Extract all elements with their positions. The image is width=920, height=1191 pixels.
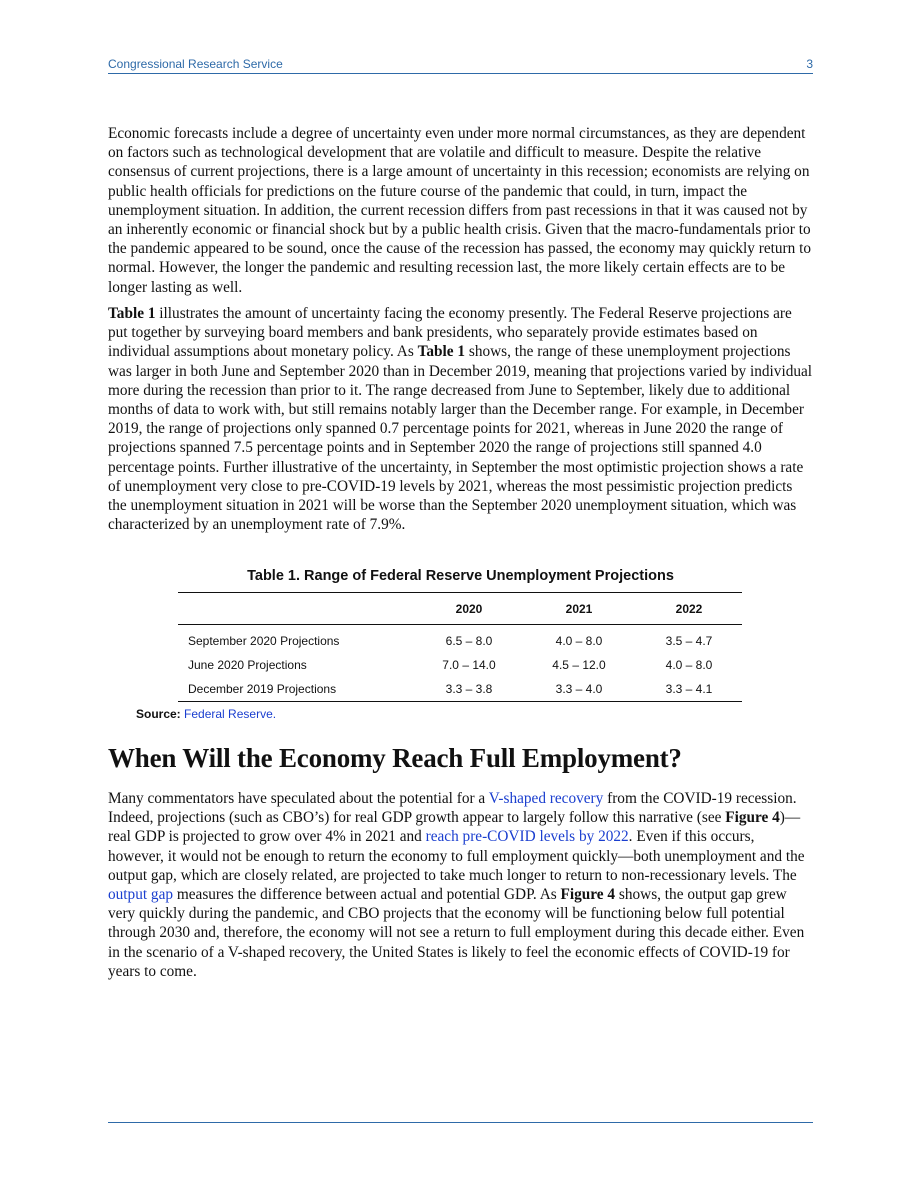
column-header: 2020 — [455, 602, 483, 616]
table-1-reference[interactable]: Table 1 — [108, 305, 156, 322]
page-number: 3 — [806, 57, 813, 71]
table-source — [136, 707, 276, 721]
projections-table — [178, 592, 742, 702]
section-heading: When Will the Economy Reach Full Employment? — [108, 743, 682, 773]
row-label: September 2020 Projections — [188, 634, 340, 648]
paragraph-table-intro — [108, 304, 814, 534]
table-cell: 7.0 – 14.0 — [442, 658, 496, 672]
paragraph-text: measures the difference between actual and potential GDP. As — [173, 886, 561, 904]
figure-4-reference[interactable]: Figure 4 — [560, 886, 616, 904]
pre-covid-levels-link[interactable]: reach pre-COVID levels by 2022 — [425, 828, 629, 846]
column-header: 2021 — [565, 602, 593, 616]
footer-rule — [108, 1122, 813, 1123]
table-row — [178, 629, 742, 653]
source-label: Source: — [136, 707, 181, 721]
table-title: Table 1. Range of Federal Reserve Unemployment Projections — [247, 568, 674, 584]
table-1-reference[interactable]: Table 1 — [417, 343, 466, 361]
paragraph-text: illustrates the amount of uncertainty facing the economy presently. The Federal Reserve projections are put together by surveying board members and bank presidents, who separately provide estimates based on individual assumptions about monetary policy. As — [108, 305, 792, 361]
paragraph-text: )—real GDP is projected to grow over 4% in 2021 and — [108, 809, 801, 846]
v-shaped-recovery-link[interactable]: V-shaped recovery — [488, 790, 604, 807]
header-publisher: Congressional Research Service — [108, 57, 283, 71]
output-gap-link[interactable]: output gap — [108, 886, 174, 904]
paragraph-full-employment — [108, 789, 814, 981]
paragraph-text: shows, the range of these unemployment projections was larger in both June and September 2020 than in December 2019, meaning that projections varied by individual more during the recession than prior to it. The range decreased from June to September, likely due to additional months of data to work with, but still remains notably larger than the December range. For example, in December 2019, the range of projections only spanned 0.7 percentage points for 2021, whereas in June 2020 the range of projections spanned 7.5 percentage points and in September 2020 the range of projections still spanned 4.0 percentage points. Further illustrative of the uncertainty, in September the most optimistic projection shows a rate of unemployment very close to pre-COVID-19 levels by 2021, whereas the most pessimistic projection predicts the unemployment situation in 2021 will be worse than the September 2020 unemployment situation, which was characterized by an unemployment rate of 7.9%. — [108, 343, 813, 534]
table-cell: 3.5 – 4.7 — [665, 634, 713, 648]
table-cell: 3.3 – 3.8 — [445, 682, 493, 696]
paragraph-text: Many commentators have speculated about the potential for a — [108, 790, 489, 807]
paragraph-text: . Even if this occurs, however, it would not be enough to return the economy to full employment quickly—both unemployment and the output gap, which are closely related, are projected to take much longer to return to non-recessionary levels. The — [108, 828, 805, 884]
table-header-rule — [178, 624, 742, 625]
table-bottom-rule — [178, 701, 742, 702]
table-cell: 4.0 – 8.0 — [665, 658, 713, 672]
row-label: December 2019 Projections — [188, 682, 337, 696]
paragraph-text: shows, the output gap grew very quickly during the pandemic, and CBO projects that the economy will be functioning below full potential through 2030 and, therefore, the economy will not see a return to full employment during this decade either. Even in the scenario of a V-shaped recovery, the United States is likely to feel the economic effects of COVID-19 for years to come. — [108, 886, 805, 980]
table-header-row — [178, 593, 742, 624]
page-header — [108, 57, 813, 74]
table-cell: 4.5 – 12.0 — [552, 658, 606, 672]
paragraph-text: from the COVID-19 recession. Indeed, projections (such as CBO’s) for real GDP growth appear to largely follow this narrative (see — [108, 790, 797, 827]
figure-4-reference[interactable]: Figure 4 — [725, 809, 780, 827]
column-header: 2022 — [675, 602, 703, 616]
table-cell: 4.0 – 8.0 — [555, 634, 603, 648]
table-cell: 3.3 – 4.1 — [665, 682, 713, 696]
row-label: June 2020 Projections — [188, 658, 307, 672]
table-row — [178, 653, 742, 677]
table-row — [178, 677, 742, 701]
table-cell: 3.3 – 4.0 — [555, 682, 603, 696]
paragraph-uncertainty: Economic forecasts include a degree of uncertainty even under more normal circumstances, as they are dependent on factors such as technological development that are volatile and difficult to measure. Despite the relative consensus of current projections, there is a large amount of uncertainty in this recession; economists are relying on public health officials for predictions on the future course of the pandemic that could, in turn, impact the unemployment situation. In addition, the current recession differs from past recessions in that it was caused not by an inherently economic or financial shock but by a public health crisis. Given that the macro-fundamentals prior to the pandemic appeared to be sound, once the cause of the recession has passed, the economy may quickly return to normal. However, the longer the pandemic and resulting recession last, the more likely certain effects are to be longer lasting as well. — [108, 125, 811, 296]
federal-reserve-link[interactable]: Federal Reserve. — [184, 707, 277, 721]
table-cell: 6.5 – 8.0 — [445, 634, 493, 648]
